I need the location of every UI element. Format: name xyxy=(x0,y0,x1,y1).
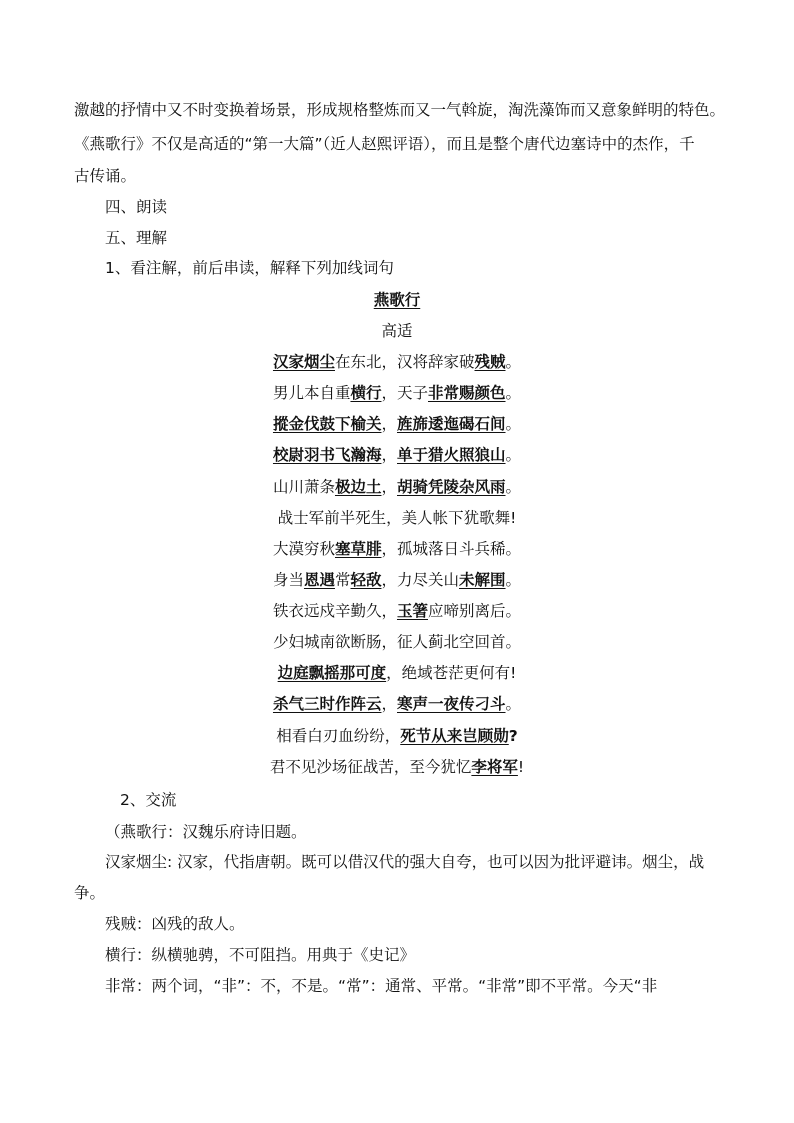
intro-line-2: 《燕歌行》不仅是高适的“第一大篇”（近人赵熙评语），而且是整个唐代边塞诗中的杰作，千 xyxy=(74,135,695,153)
poem-line xyxy=(0,383,794,403)
underlined-phrase: 塞草腓 xyxy=(334,540,382,558)
underlined-phrase: 单于猎火照狼山 xyxy=(397,446,506,464)
poem-author: 高适 xyxy=(381,322,413,340)
poem-text: ， xyxy=(381,415,397,433)
poem-text: 。 xyxy=(505,446,522,464)
poem-text: 战士军前半死生，美人帐下犹歌舞! xyxy=(277,509,517,527)
underlined-phrase: 玉箸 xyxy=(396,602,428,620)
underlined-phrase: 恩遇 xyxy=(303,571,335,589)
note-line: 争。 xyxy=(74,884,106,902)
intro-line-3: 古传诵。 xyxy=(74,167,137,185)
poem-text: 。 xyxy=(505,353,522,371)
poem-line xyxy=(0,757,794,777)
poem-text: ， xyxy=(381,695,397,713)
poem-line xyxy=(0,508,794,528)
poem-line xyxy=(0,601,794,621)
poem-line xyxy=(0,414,794,434)
poem-title: 燕歌行 xyxy=(373,291,421,309)
note-line: 横行：纵横驰骋，不可阻挡。用典于《史记》 xyxy=(105,946,416,964)
poem-line xyxy=(0,632,794,652)
poem-line xyxy=(0,445,794,465)
underlined-phrase: 寒声一夜传刁斗 xyxy=(397,695,506,713)
poem-text: 身当 xyxy=(272,571,304,589)
underlined-phrase: 胡骑凭陵杂风雨 xyxy=(397,478,506,496)
underlined-phrase: 横行 xyxy=(350,384,382,402)
poem-text: 应啼别离后。 xyxy=(428,602,522,620)
poem-text: 。 xyxy=(505,695,522,713)
poem-text: 少妇城南欲断肠，征人蓟北空回首。 xyxy=(272,633,521,651)
poem-line xyxy=(0,694,794,714)
underlined-phrase: 极边土 xyxy=(334,478,382,496)
poem-text: 君不见沙场征战苦，至今犹忆 xyxy=(269,758,472,776)
poem-text: ! xyxy=(517,758,525,776)
poem-line xyxy=(0,477,794,497)
poem-line xyxy=(0,663,794,683)
poem-text: 山川萧条 xyxy=(272,478,335,496)
poem-text: ，天子 xyxy=(381,384,428,402)
poem-text: 大漠穷秋 xyxy=(272,540,335,558)
poem-text: 常 xyxy=(334,571,351,589)
discussion-item-2: 2、交流 xyxy=(120,791,177,809)
underlined-phrase: 汉家烟尘 xyxy=(272,353,335,371)
poem-text: ，力尽关山 xyxy=(381,571,460,589)
underlined-phrase: 杀气三时作阵云 xyxy=(272,695,382,713)
poem-text: ， xyxy=(381,478,397,496)
poem-text: 铁衣远戍辛勤久， xyxy=(272,602,397,620)
underlined-phrase: 未解围 xyxy=(459,571,506,589)
section-heading-five: 五、理解 xyxy=(105,229,168,247)
underlined-phrase: 残贼 xyxy=(474,353,506,371)
poem-text: 。 xyxy=(505,571,522,589)
underlined-phrase: 校尉羽书飞瀚海 xyxy=(272,446,382,464)
poem-line xyxy=(0,570,794,590)
poem-text: ，孤城落日斗兵稀。 xyxy=(381,540,522,558)
poem-text: 。 xyxy=(505,415,522,433)
section-heading-four: 四、朗读 xyxy=(105,198,168,216)
note-line: 非常：两个词，“非”：不，不是。“常”：通常、平常。“非常”即不平常。今天“非 xyxy=(105,977,658,995)
poem-text: ， xyxy=(381,446,397,464)
underlined-phrase: 摐金伐鼓下榆关 xyxy=(272,415,382,433)
poem-text: 。 xyxy=(505,478,522,496)
poem-text: 在东北，汉将辞家破 xyxy=(334,353,475,371)
poem-text: ，绝域苍茫更何有! xyxy=(386,664,517,682)
instruction-item-1: 1、看注解，前后串读，解释下列加线词句 xyxy=(105,259,394,277)
underlined-phrase: 非常赐颜色 xyxy=(428,384,506,402)
underlined-phrase: 边庭飘摇那可度 xyxy=(277,664,387,682)
poem-text: 男儿本自重 xyxy=(272,384,351,402)
underlined-phrase: 旌旆逶迤碣石间 xyxy=(397,415,506,433)
underlined-phrase: 轻敌 xyxy=(350,571,382,589)
poem-text: ? xyxy=(508,727,518,745)
poem-line xyxy=(0,539,794,559)
poem-line xyxy=(0,352,794,372)
poem-text: 。 xyxy=(505,384,522,402)
underlined-phrase: 死节从来岂顾勋 xyxy=(400,727,509,745)
poem-line xyxy=(0,726,794,746)
note-line: 汉家烟尘: 汉家，代指唐朝。既可以借汉代的强大自夸，也可以因为批评避讳。烟尘，战 xyxy=(105,853,705,871)
underlined-phrase: 李将军 xyxy=(471,758,518,776)
note-line: 残贼：凶残的敌人。 xyxy=(105,915,245,933)
intro-line-1: 激越的抒情中又不时变换着场景，形成规格整炼而又一气斡旋，淘洗藻饰而又意象鲜明的特色。 xyxy=(74,101,726,119)
poem-text: 相看白刃血纷纷， xyxy=(276,727,401,745)
note-line: （燕歌行：汉魏乐府诗旧题。 xyxy=(105,823,307,841)
